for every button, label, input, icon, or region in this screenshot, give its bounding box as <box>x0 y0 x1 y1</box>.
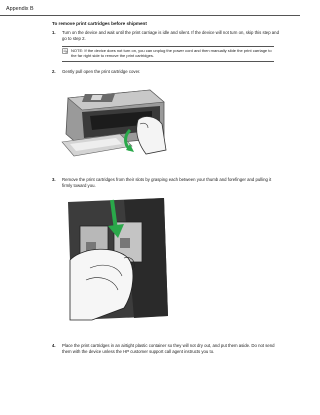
step-text: Turn on the device and wait until the print carriage is idle and silent. If the device will not turn on, skip this step and go to step 2. <box>62 30 279 41</box>
step-number: 1. <box>52 30 56 35</box>
step-number: 3. <box>52 177 56 182</box>
section-heading: To remove print cartridges before shipment <box>52 21 147 26</box>
note-top-rule <box>62 46 274 47</box>
cartridge-removal-illustration <box>64 196 174 322</box>
header-rule <box>0 15 300 16</box>
running-header: Appendix B <box>6 6 34 12</box>
note-text <box>71 48 274 59</box>
printer-cover-open-illustration <box>60 80 170 160</box>
note-bottom-rule <box>62 61 274 62</box>
note-icon <box>62 48 68 54</box>
step-number: 4. <box>52 343 56 348</box>
step-text: Remove the print cartridges from their slots by grasping each between your thumb and forefinger and pulling it firmly toward you. <box>62 177 272 188</box>
note-label: NOTE: <box>71 48 84 53</box>
note-body: If the device does not turn on, you can unplug the power cord and then manually slide the print carriage to the far right side to remove the print cartridges. <box>71 48 272 59</box>
step-text: Place the print cartridges in an airtight plastic container so they will not dry out, and put them aside. Do not send them with the device unless the HP customer support call agent instructs you to. <box>62 343 275 354</box>
step-text: Gently pull open the print cartridge cover. <box>62 69 141 74</box>
step-number: 2. <box>52 69 56 74</box>
